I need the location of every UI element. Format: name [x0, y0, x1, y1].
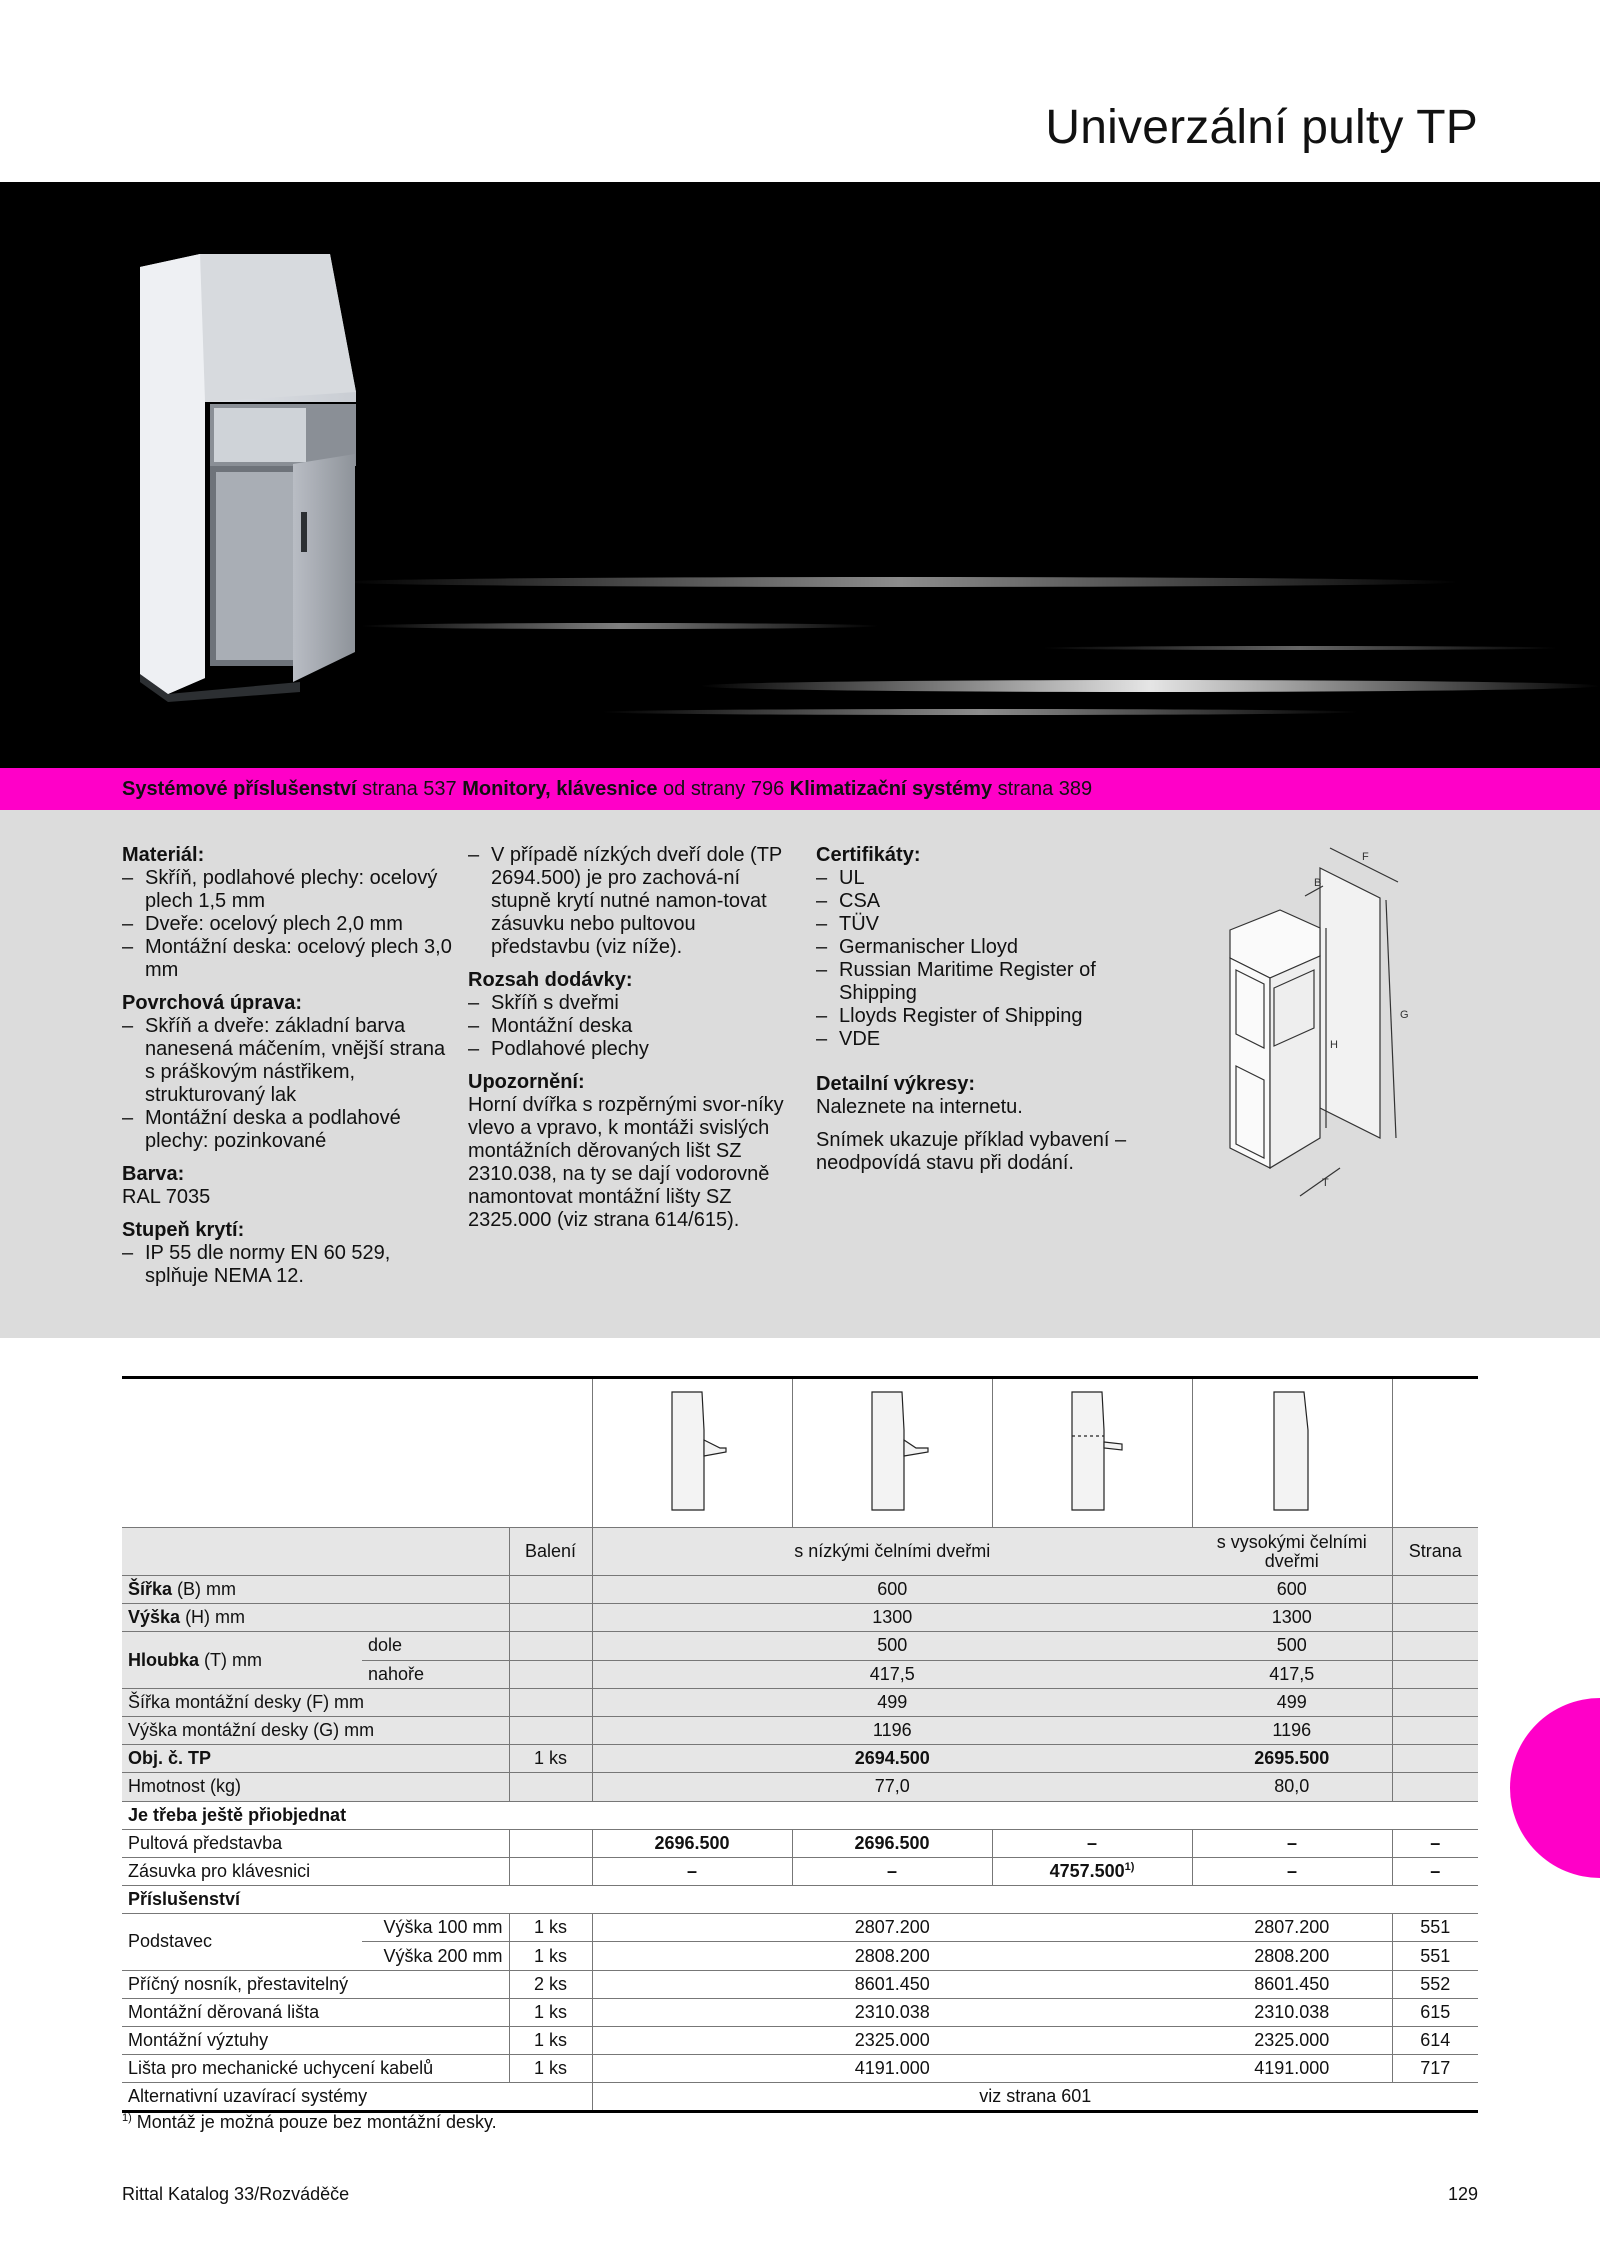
- cell-value: 2808.200: [1192, 1942, 1392, 1970]
- table-row: [122, 1632, 1478, 1660]
- cell-value: 500: [592, 1632, 1192, 1660]
- cell-page: 551: [1392, 1914, 1478, 1942]
- info-column-2: [468, 844, 798, 1232]
- cert-list: [816, 867, 1136, 1051]
- table-header-row: [122, 1528, 1478, 1576]
- cell-value: viz strana 601: [592, 2083, 1478, 2111]
- cell-value: –: [1192, 1857, 1392, 1885]
- table-row: [122, 1914, 1478, 1942]
- spec-table: [122, 1376, 1478, 2113]
- cell-value: 77,0: [592, 1773, 1192, 1801]
- row-label: Hmotnost (kg): [122, 1773, 509, 1801]
- cell-value: 500: [1192, 1632, 1392, 1660]
- list-item: – CSA: [816, 890, 1136, 913]
- list-item: – VDE: [816, 1028, 1136, 1051]
- drawings-text: Naleznete na internetu.: [816, 1096, 1023, 1118]
- cell-pack: 1 ks: [509, 2027, 592, 2055]
- cell-pack: 1 ks: [509, 1745, 592, 1773]
- ref-monitors-page: od strany 796: [657, 778, 790, 800]
- cell-value: 2325.000: [1192, 2027, 1392, 2055]
- list-item: – UL: [816, 867, 1136, 890]
- col-header-low-doors: s nízkými čelními dveřmi: [592, 1528, 1192, 1576]
- cell-value: 4757.500: [1049, 1860, 1125, 1881]
- list-item: – Montážní deska a podlahové plechy: pozinkované: [122, 1107, 452, 1153]
- cell-value: 4191.000: [592, 2055, 1192, 2083]
- list-item: – Podlahové plechy: [468, 1038, 798, 1061]
- footnote-marker: 1): [1124, 1860, 1135, 1873]
- table-row: [122, 1829, 1478, 1857]
- cell-pack: 1 ks: [509, 1942, 592, 1970]
- row-label: Obj. č. TP: [122, 1745, 509, 1773]
- list-item: – Skříň, podlahové plechy: ocelový plech 1,5 mm: [122, 867, 452, 913]
- lowdoor-list: [468, 844, 798, 959]
- row-label: Výška: [128, 1607, 181, 1628]
- table-row: [122, 1998, 1478, 2026]
- cell-value: 80,0: [1192, 1773, 1392, 1801]
- row-label-unit: (B) mm: [172, 1579, 237, 1600]
- table-row: [122, 2083, 1478, 2111]
- cert-heading: Certifikáty:: [816, 844, 921, 866]
- row-label: Šířka montážní desky (F) mm: [122, 1688, 509, 1716]
- cell-value: –: [992, 1829, 1192, 1857]
- list-item: – Skříň a dveře: základní barva nanesená máčením, vnější strana s práškovým nástřikem, strukturovaný lak: [122, 1015, 452, 1107]
- ref-climate-page: strana 389: [992, 778, 1093, 800]
- ref-climate-label: Klimatizační systémy: [789, 778, 993, 800]
- ref-accessories-label: Systémové příslušenství: [122, 778, 357, 800]
- protection-list: [122, 1242, 452, 1288]
- ref-accessories-page: strana 537: [356, 778, 463, 800]
- row-label: Podstavec: [122, 1914, 362, 1970]
- list-item: – Montážní deska: [468, 1015, 798, 1038]
- list-item: – Dveře: ocelový plech 2,0 mm: [122, 913, 452, 936]
- cell-value: 1300: [1192, 1604, 1392, 1632]
- list-item: – Germanischer Lloyd: [816, 936, 1136, 959]
- cell-value: 2695.500: [1192, 1745, 1392, 1773]
- table-row: [122, 2055, 1478, 2083]
- table-row: [122, 1773, 1478, 1801]
- info-column-3: [816, 844, 1136, 1175]
- table-row: [122, 1745, 1478, 1773]
- list-item: – V případě nízkých dveří dole (TP 2694.500) je pro zachová-ní stupně krytí nutné namon-tovat zásuvku nebo pultovou představbu (viz níže).: [468, 844, 798, 959]
- label-b: B: [1314, 877, 1322, 889]
- cell-value: 2807.200: [592, 1914, 1192, 1942]
- table-row: [122, 1716, 1478, 1744]
- cell-value: 1300: [592, 1604, 1192, 1632]
- cell-pack: 1 ks: [509, 2055, 592, 2083]
- cell-value: 1196: [592, 1716, 1192, 1744]
- variant-image-4: [1192, 1378, 1392, 1528]
- cell-value: –: [592, 1857, 792, 1885]
- list-item: – Russian Maritime Register of Shipping: [816, 959, 1136, 1005]
- surface-heading: Povrchová úprava:: [122, 992, 303, 1014]
- cell-value: 2808.200: [592, 1942, 1192, 1970]
- label-g: G: [1400, 1009, 1409, 1021]
- cell-value: –: [1392, 1829, 1478, 1857]
- row-label: Montážní výztuhy: [122, 2027, 509, 2055]
- cell-value: 499: [592, 1688, 1192, 1716]
- cell-pack: 2 ks: [509, 1970, 592, 1998]
- cross-reference-bar: [0, 768, 1600, 810]
- table-section-row: [122, 1801, 1478, 1829]
- cell-value: 2325.000: [592, 2027, 1192, 2055]
- list-item: – IP 55 dle normy EN 60 529, splňuje NEMA 12.: [122, 1242, 452, 1288]
- footer-catalog: Rittal Katalog 33/Rozváděče: [122, 2184, 350, 2204]
- row-label-unit: (T) mm: [199, 1649, 262, 1670]
- cell-page: 614: [1392, 2027, 1478, 2055]
- cell-value: 417,5: [1192, 1660, 1392, 1688]
- row-label: Zásuvka pro klávesnici: [122, 1857, 509, 1885]
- table-row: [122, 1688, 1478, 1716]
- row-label-unit: (H) mm: [180, 1607, 246, 1628]
- cell-value: 4191.000: [1192, 2055, 1392, 2083]
- variant-image-2: [792, 1378, 992, 1528]
- table-row: [122, 1378, 1478, 1528]
- label-h: H: [1330, 1039, 1338, 1051]
- row-sublabel: nahoře: [362, 1660, 509, 1688]
- note-heading: Upozornění:: [468, 1071, 585, 1093]
- cell-value: 600: [1192, 1576, 1392, 1604]
- label-f: F: [1362, 851, 1369, 863]
- list-item: – Montážní deska: ocelový plech 3,0 mm: [122, 936, 452, 982]
- cell-value: 1196: [1192, 1716, 1392, 1744]
- section-heading: Je třeba ještě přiobjednat: [122, 1801, 1478, 1829]
- table-row: [122, 1970, 1478, 1998]
- cell-value: 499: [1192, 1688, 1392, 1716]
- variant-image-1: [592, 1378, 792, 1528]
- cell-value: 2310.038: [592, 1998, 1192, 2026]
- table-row: [122, 2027, 1478, 2055]
- page-number: 129: [1447, 2184, 1478, 2204]
- note-text: Horní dvířka s rozpěrnými svor-níky vlevo a vpravo, k montáži svislých montážních děrovaných lišt SZ 2310.038, na ty se dají vodorovně namontovat montážní lišty SZ 2325.000 (viz strana 614/615).: [468, 1094, 784, 1231]
- row-label: Montážní děrovaná lišta: [122, 1998, 509, 2026]
- cell-value: –: [1392, 1857, 1478, 1885]
- section-heading: Příslušenství: [122, 1886, 1478, 1914]
- footnote: [122, 2112, 497, 2133]
- row-sublabel: Výška 200 mm: [362, 1942, 509, 1970]
- col-header-packing: Balení: [509, 1528, 592, 1576]
- scope-list: [468, 992, 798, 1061]
- row-label: Hloubka: [128, 1649, 200, 1670]
- table-row: [122, 1576, 1478, 1604]
- cell-value: 600: [592, 1576, 1192, 1604]
- decorative-circle: [1510, 1698, 1600, 1878]
- protection-heading: Stupeň krytí:: [122, 1219, 245, 1241]
- dimension-drawing: [1210, 838, 1470, 1218]
- page-title: Univerzální pulty TP: [1045, 101, 1478, 154]
- photo-note: Snímek ukazuje příklad vybavení – neodpovídá stavu při dodání.: [816, 1129, 1127, 1174]
- surface-list: [122, 1015, 452, 1153]
- footnote-text: Montáž je možná pouze bez montážní desky.: [131, 2112, 497, 2132]
- cell-value: 8601.450: [1192, 1970, 1392, 1998]
- row-label: Příčný nosník, přestavitelný: [122, 1970, 509, 1998]
- variant-image-3: [992, 1378, 1192, 1528]
- cell-value: 2696.500: [592, 1829, 792, 1857]
- row-sublabel: dole: [362, 1632, 509, 1660]
- list-item: – TÜV: [816, 913, 1136, 936]
- info-column-1: [122, 844, 452, 1288]
- cell-value: 2807.200: [1192, 1914, 1392, 1942]
- row-label: Alternativní uzavírací systémy: [122, 2083, 592, 2111]
- material-heading: Materiál:: [122, 844, 205, 866]
- cell-pack: 1 ks: [509, 1998, 592, 2026]
- row-label: Šířka: [128, 1579, 173, 1600]
- material-list: [122, 867, 452, 982]
- col-header-page: Strana: [1392, 1528, 1478, 1576]
- cell-value: 2694.500: [592, 1745, 1192, 1773]
- table-row: [122, 1604, 1478, 1632]
- cell-value: 8601.450: [592, 1970, 1192, 1998]
- table-section-row: [122, 1886, 1478, 1914]
- list-item: – Skříň s dveřmi: [468, 992, 798, 1015]
- row-label: Pultová představba: [122, 1829, 509, 1857]
- row-sublabel: Výška 100 mm: [362, 1914, 509, 1942]
- cell-value: 417,5: [592, 1660, 1192, 1688]
- cell-page: 552: [1392, 1970, 1478, 1998]
- cell-page: 615: [1392, 1998, 1478, 2026]
- cell-value: 2310.038: [1192, 1998, 1392, 2026]
- footnote-marker: 1): [122, 2112, 132, 2124]
- ref-monitors-label: Monitory, klávesnice: [462, 778, 658, 800]
- cell-value: –: [792, 1857, 992, 1885]
- row-label: Lišta pro mechanické uchycení kabelů: [122, 2055, 509, 2083]
- hero-image: [0, 182, 1600, 768]
- label-t: T: [1322, 1177, 1329, 1189]
- cell-pack: 1 ks: [509, 1914, 592, 1942]
- list-item: – Lloyds Register of Shipping: [816, 1005, 1136, 1028]
- drawings-heading: Detailní výkresy:: [816, 1073, 975, 1095]
- table-row: [122, 1857, 1478, 1885]
- cell-page: 551: [1392, 1942, 1478, 1970]
- scope-heading: Rozsah dodávky:: [468, 969, 633, 991]
- col-header-high-doors: s vysokými čelními dveřmi: [1192, 1528, 1392, 1576]
- cell-page: 717: [1392, 2055, 1478, 2083]
- color-value: RAL 7035: [122, 1186, 211, 1208]
- row-label: Výška montážní desky (G) mm: [122, 1716, 509, 1744]
- cell-value: –: [1192, 1829, 1392, 1857]
- color-heading: Barva:: [122, 1163, 185, 1185]
- cell-value: 2696.500: [792, 1829, 992, 1857]
